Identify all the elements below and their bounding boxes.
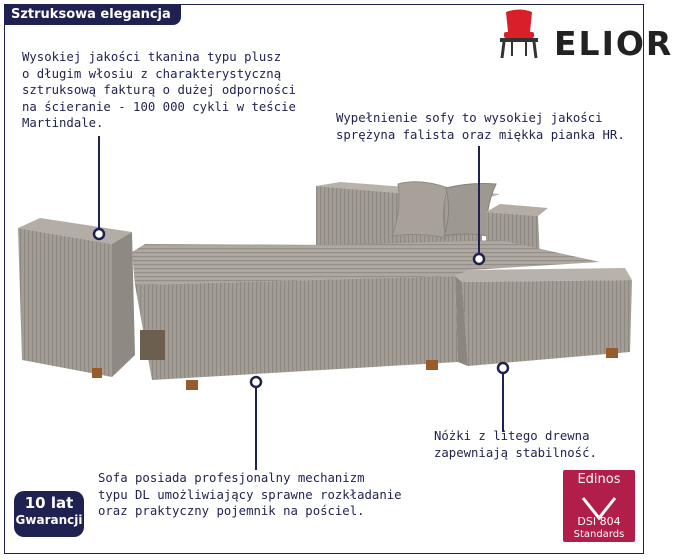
pillows xyxy=(392,182,496,238)
chaise-longue xyxy=(455,268,632,366)
mechanism-note: Sofa posiada profesjonalny mechanizm typu DL umożliwiający sprawne rozkładanie oraz praktyczny pojemnik na pościel. xyxy=(98,471,402,518)
warranty-label: Gwarancji xyxy=(15,513,83,527)
bedding-container xyxy=(140,330,165,360)
warranty-years: 10 lat xyxy=(24,494,74,512)
brand-name: ELIOR xyxy=(554,24,673,63)
certificate-badge xyxy=(563,470,635,542)
filling-note: Wypełnienie sofy to wysokiej jakości sprężyna falista oraz miękka pianka HR. xyxy=(336,111,625,142)
certificate-sub: Standards xyxy=(573,529,625,540)
certificate-standard: DSI 804 xyxy=(577,515,621,528)
warranty-badge xyxy=(14,491,84,537)
left-armrest xyxy=(18,218,135,377)
fabric-note: Wysokiej jakości tkanina typu plusz o długim włosiu z charakterystyczną sztruksową fakturą o dużej odporności na ścieranie - 100 000 cykli w teście Martindale. xyxy=(22,50,296,130)
legs-note: Nóżki z litego drewna zapewniają stabilność. xyxy=(434,429,597,460)
certificate-brand: Edinos xyxy=(577,472,621,487)
page-title: Sztruksowa elegancja xyxy=(5,5,181,25)
sofa-seat-front xyxy=(135,276,458,380)
